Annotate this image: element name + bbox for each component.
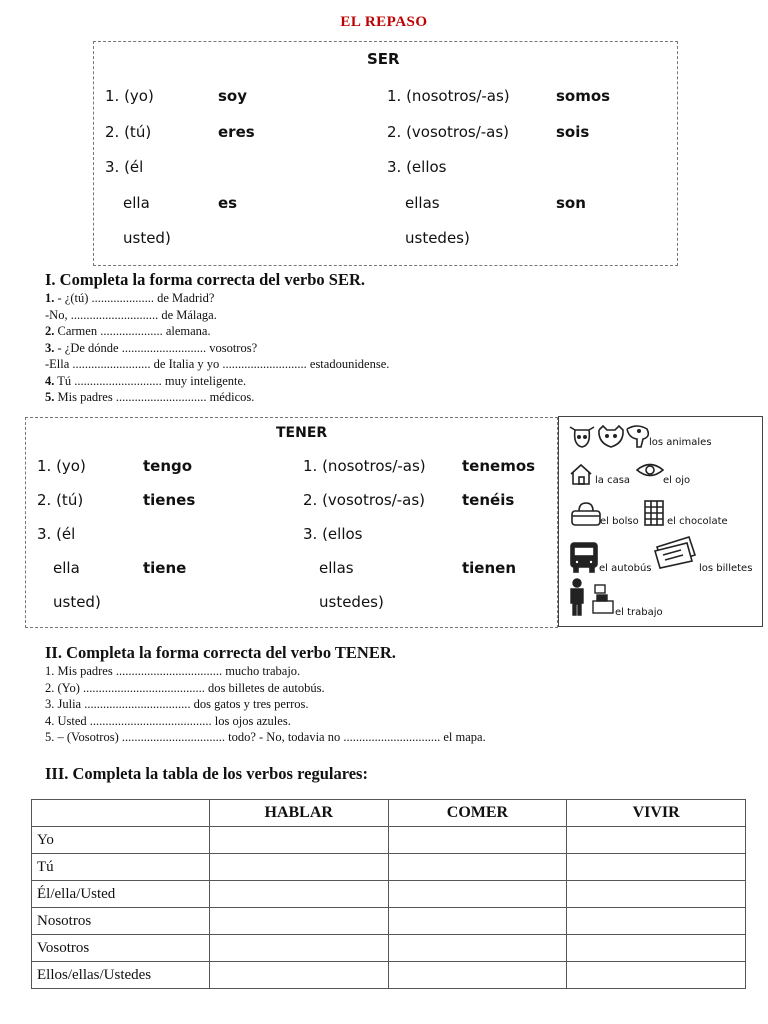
exercise-number: 5. — [45, 390, 55, 404]
exercise-text: -No, ............................ de Málaga. — [45, 307, 217, 322]
exercise-number: 4. — [45, 373, 55, 388]
animals-icon — [567, 421, 652, 451]
tener-form-right: tienen — [462, 559, 517, 577]
table-row — [32, 881, 746, 908]
table-row — [32, 962, 746, 989]
pronoun-cell: Nosotros — [32, 908, 210, 935]
tener-conjugation-box — [25, 417, 558, 628]
label-animales: los animales — [649, 437, 712, 448]
vocabulary-box — [558, 416, 763, 627]
exercise-line: 5. – (Vosotros) ................................. todo? - No, todavia no ............................... el mapa. — [45, 730, 486, 744]
exercise-text: Carmen .................... alemana. — [54, 324, 211, 338]
pronoun-cell: Él/ella/Usted — [32, 881, 210, 908]
bus-icon — [569, 541, 599, 573]
exercise-text: - ¿(tú) .................... de Madrid? — [54, 291, 215, 305]
ser-pronoun-right: ustedes) — [405, 229, 470, 247]
label-chocolate: el chocolate — [667, 516, 728, 527]
section-1-heading: I. Completa la forma correcta del verbo SER. — [45, 270, 366, 289]
exercise-number: 2. — [45, 324, 55, 338]
label-autobus: el autobús — [599, 563, 652, 574]
exercise-text: -Ella ......................... de Italia y yo ........................... estadounidense. — [45, 357, 390, 371]
ser-form-right: son — [556, 193, 586, 212]
tener-pronoun-left: 3. (él — [37, 525, 76, 543]
label-ojo: el ojo — [663, 475, 691, 486]
label-billetes: los billetes — [699, 563, 753, 574]
exercise-line — [45, 307, 389, 324]
ser-pronoun-right: 1. (nosotros/-as) — [387, 87, 510, 105]
section-2-exercises — [45, 663, 486, 746]
tener-pronoun-right: 2. (vosotros/-as) — [303, 491, 426, 509]
answer-cell[interactable] — [388, 854, 567, 881]
answer-cell[interactable] — [209, 908, 388, 935]
exercise-line — [45, 290, 389, 307]
worker-icon — [567, 577, 617, 617]
eye-icon — [635, 461, 665, 479]
tener-pronoun-right: 1. (nosotros/-as) — [303, 457, 426, 475]
answer-cell[interactable] — [567, 854, 746, 881]
exercise-number: 1. — [45, 291, 55, 305]
answer-cell[interactable] — [388, 962, 567, 989]
tener-form-right: tenemos — [462, 457, 536, 475]
exercise-line: 3. Julia .................................. dos gatos y tres perros. — [45, 697, 309, 711]
ser-pronoun-left: usted) — [123, 229, 171, 247]
tener-form-left: tengo — [143, 457, 193, 475]
exercise-line — [45, 373, 389, 390]
table-header-cell: VIVIR — [567, 800, 746, 827]
exercise-text: Mis padres ............................. médicos. — [54, 390, 255, 404]
tener-pronoun-left: usted) — [53, 593, 101, 611]
label-bolso: el bolso — [600, 516, 639, 527]
tener-pronoun-right: 3. (ellos — [303, 525, 363, 543]
tener-form-right: tenéis — [462, 491, 515, 509]
page-title: EL REPASO — [340, 14, 428, 30]
ser-form-right: sois — [556, 122, 590, 141]
pronoun-cell: Yo — [32, 827, 210, 854]
exercise-number: 3. — [45, 340, 55, 355]
exercise-line — [45, 356, 389, 373]
ser-pronoun-left: 3. (él — [105, 158, 144, 176]
answer-cell[interactable] — [567, 881, 746, 908]
house-icon — [569, 463, 593, 485]
answer-cell[interactable] — [209, 935, 388, 962]
section-2-heading: II. Completa la forma correcta del verbo TENER. — [45, 643, 396, 662]
tickets-icon — [653, 535, 699, 569]
answer-cell[interactable] — [567, 908, 746, 935]
ser-conjugation-box — [93, 41, 678, 266]
section-1-exercises — [45, 290, 389, 406]
answer-cell[interactable] — [388, 908, 567, 935]
ser-heading: SER — [367, 50, 400, 68]
answer-cell[interactable] — [209, 881, 388, 908]
tener-pronoun-right: ellas — [319, 559, 354, 577]
table-row — [32, 935, 746, 962]
answer-cell[interactable] — [209, 962, 388, 989]
ser-pronoun-left: ella — [123, 193, 150, 212]
label-trabajo: el trabajo — [615, 607, 663, 618]
answer-cell[interactable] — [209, 827, 388, 854]
chocolate-icon — [643, 499, 665, 527]
section-3-heading: III. Completa la tabla de los verbos regulares: — [45, 764, 368, 783]
exercise-line: 1. Mis padres .................................. mucho trabajo. — [45, 664, 301, 678]
bag-icon — [569, 501, 603, 527]
exercise-text: - ¿De dónde ........................... vosotros? — [54, 340, 258, 355]
exercise-line — [45, 340, 389, 357]
ser-pronoun-right: ellas — [405, 193, 440, 212]
tener-heading: TENER — [276, 425, 328, 441]
ser-form-left: eres — [218, 122, 255, 141]
label-casa: la casa — [595, 475, 631, 486]
exercise-line: 2. (Yo) ....................................... dos billetes de autobús. — [45, 680, 325, 695]
exercise-line — [45, 323, 389, 340]
answer-cell[interactable] — [567, 935, 746, 962]
tener-pronoun-left: 2. (tú) — [37, 491, 84, 509]
answer-cell[interactable] — [388, 935, 567, 962]
table-row — [32, 827, 746, 854]
answer-cell[interactable] — [388, 881, 567, 908]
tener-pronoun-right: ustedes) — [319, 593, 384, 611]
tener-pronoun-left: 1. (yo) — [37, 457, 86, 475]
table-row — [32, 908, 746, 935]
table-header-cell: COMER — [388, 800, 567, 827]
exercise-line — [45, 389, 389, 406]
answer-cell[interactable] — [567, 962, 746, 989]
pronoun-cell: Tú — [32, 854, 210, 881]
exercise-line: 4. Usted ....................................... los ojos azules. — [45, 713, 291, 728]
table-header-cell: HABLAR — [209, 800, 388, 827]
answer-cell[interactable] — [209, 854, 388, 881]
ser-form-left: soy — [218, 87, 248, 105]
regular-verbs-table — [31, 799, 746, 989]
pronoun-cell: Vosotros — [32, 935, 210, 962]
table-row — [32, 854, 746, 881]
answer-cell[interactable] — [388, 827, 567, 854]
exercise-text: Tú ............................ muy inteligente. — [54, 373, 247, 388]
tener-form-left: tiene — [143, 559, 187, 577]
table-header-row — [32, 800, 746, 827]
tener-pronoun-left: ella — [53, 559, 80, 577]
ser-pronoun-right: 2. (vosotros/-as) — [387, 122, 510, 141]
ser-pronoun-left: 2. (tú) — [105, 122, 152, 141]
answer-cell[interactable] — [567, 827, 746, 854]
tener-form-left: tienes — [143, 491, 196, 509]
ser-pronoun-left: 1. (yo) — [105, 87, 154, 105]
ser-pronoun-right: 3. (ellos — [387, 158, 447, 176]
ser-form-right: somos — [556, 87, 611, 105]
table-header-cell — [32, 800, 210, 827]
ser-form-left: es — [218, 193, 238, 212]
pronoun-cell: Ellos/ellas/Ustedes — [32, 962, 210, 989]
